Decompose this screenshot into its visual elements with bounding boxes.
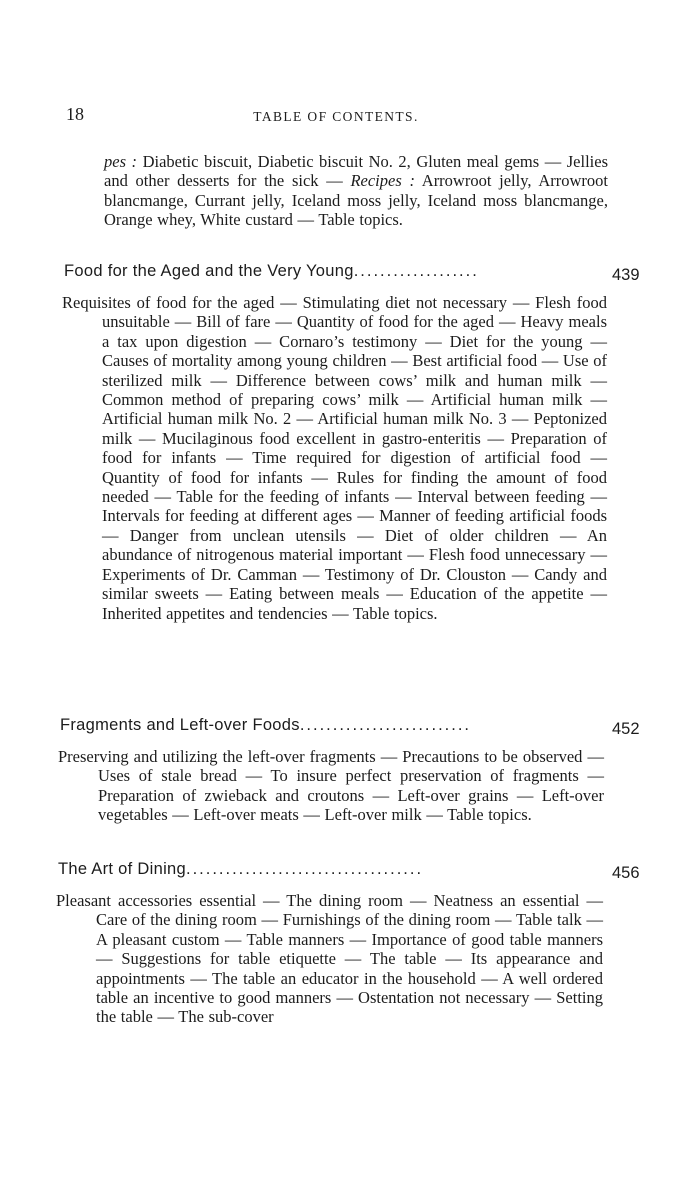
- dot-leader: ...................: [353, 262, 479, 280]
- section-title: [64, 262, 669, 281]
- section-description: Pleasant accessories essential — The dining room — Neatness an essential — Care of the dining room — Furnishings of the dining room — Table talk — A pleasant custom — Table manners — Importance of good table manners — Suggestions for table etiquette — The table — Its appearance and appointments — The table an educator in the household — A well ordered table an incentive to good manners — Ostentation not necessary — Setting the table — The sub-cover: [56, 891, 603, 1027]
- page-header: [66, 104, 606, 130]
- section-description: Preserving and utilizing the left-over fragments — Precautions to be observed — Uses of stale bread — To insure perfect preservation of fragments — Preparation of zwieback and croutons — Left-over grains — Left-over vegetables — Left-over meats — Left-over milk — Table topics.: [58, 747, 604, 825]
- section-page-number: 452: [612, 720, 640, 738]
- dot-leader: ..........................: [299, 716, 472, 734]
- continuation-text-1: Diabetic biscuit, Diabetic biscuit No. 2, Gluten meal gems — Jellies and other desserts for the sick —: [104, 152, 608, 191]
- section-page-number: 439: [612, 266, 640, 284]
- continued-section-description: [104, 152, 608, 230]
- section-page-number: 456: [612, 864, 640, 882]
- section-title-text: Food for the Aged and the Very Young: [64, 262, 354, 280]
- section-title-text: The Art of Dining: [58, 860, 186, 878]
- running-title: TABLE OF CONTENTS.: [253, 109, 419, 124]
- section-description: Requisites of food for the aged — Stimulating diet not necessary — Flesh food unsuitable — Bill of fare — Quantity of food for the aged — Heavy meals a tax upon digestion — Cornaro’s testimony — Diet for the young — Causes of mortality among young children — Best artificial food — Use of sterilized milk — Difference between cows’ milk and human milk — Common method of preparing cows’ milk — Artificial human milk — Artificial human milk No. 2 — Artificial human milk No. 3 — Peptonized milk — Mucilaginous food excellent in gastro-enteritis — Preparation of food for infants — Time required for digestion of artificial food — Quantity of food for infants — Rules for finding the amount of food needed — Table for the feeding of infants — Interval between feeding — Intervals for feeding at different ages — Manner of feeding artificial foods — Danger from unclean utensils — Diet of older children — An abundance of nitrogenous material important — Flesh food unnecessary — Experiments of Dr. Camman — Testimony of Dr. Clouston — Candy and similar sweets — Eating between meals — Education of the appetite — Inherited appetites and tendencies — Table topics.: [62, 293, 607, 623]
- section-title-text: Fragments and Left-over Foods: [60, 716, 300, 734]
- dot-leader: ....................................: [186, 860, 424, 878]
- page-number: 18: [66, 104, 84, 124]
- continuation-text-2: Arrowroot jelly, Arrowroot blancmange, Currant jelly, Iceland moss jelly, Iceland moss blancmange, Orange whey, White custard — Table topics.: [104, 171, 608, 230]
- italic-recipes: Recipes :: [350, 171, 415, 191]
- section-title: [58, 860, 603, 879]
- italic-lead: pes :: [104, 152, 138, 171]
- section-title: [60, 716, 665, 735]
